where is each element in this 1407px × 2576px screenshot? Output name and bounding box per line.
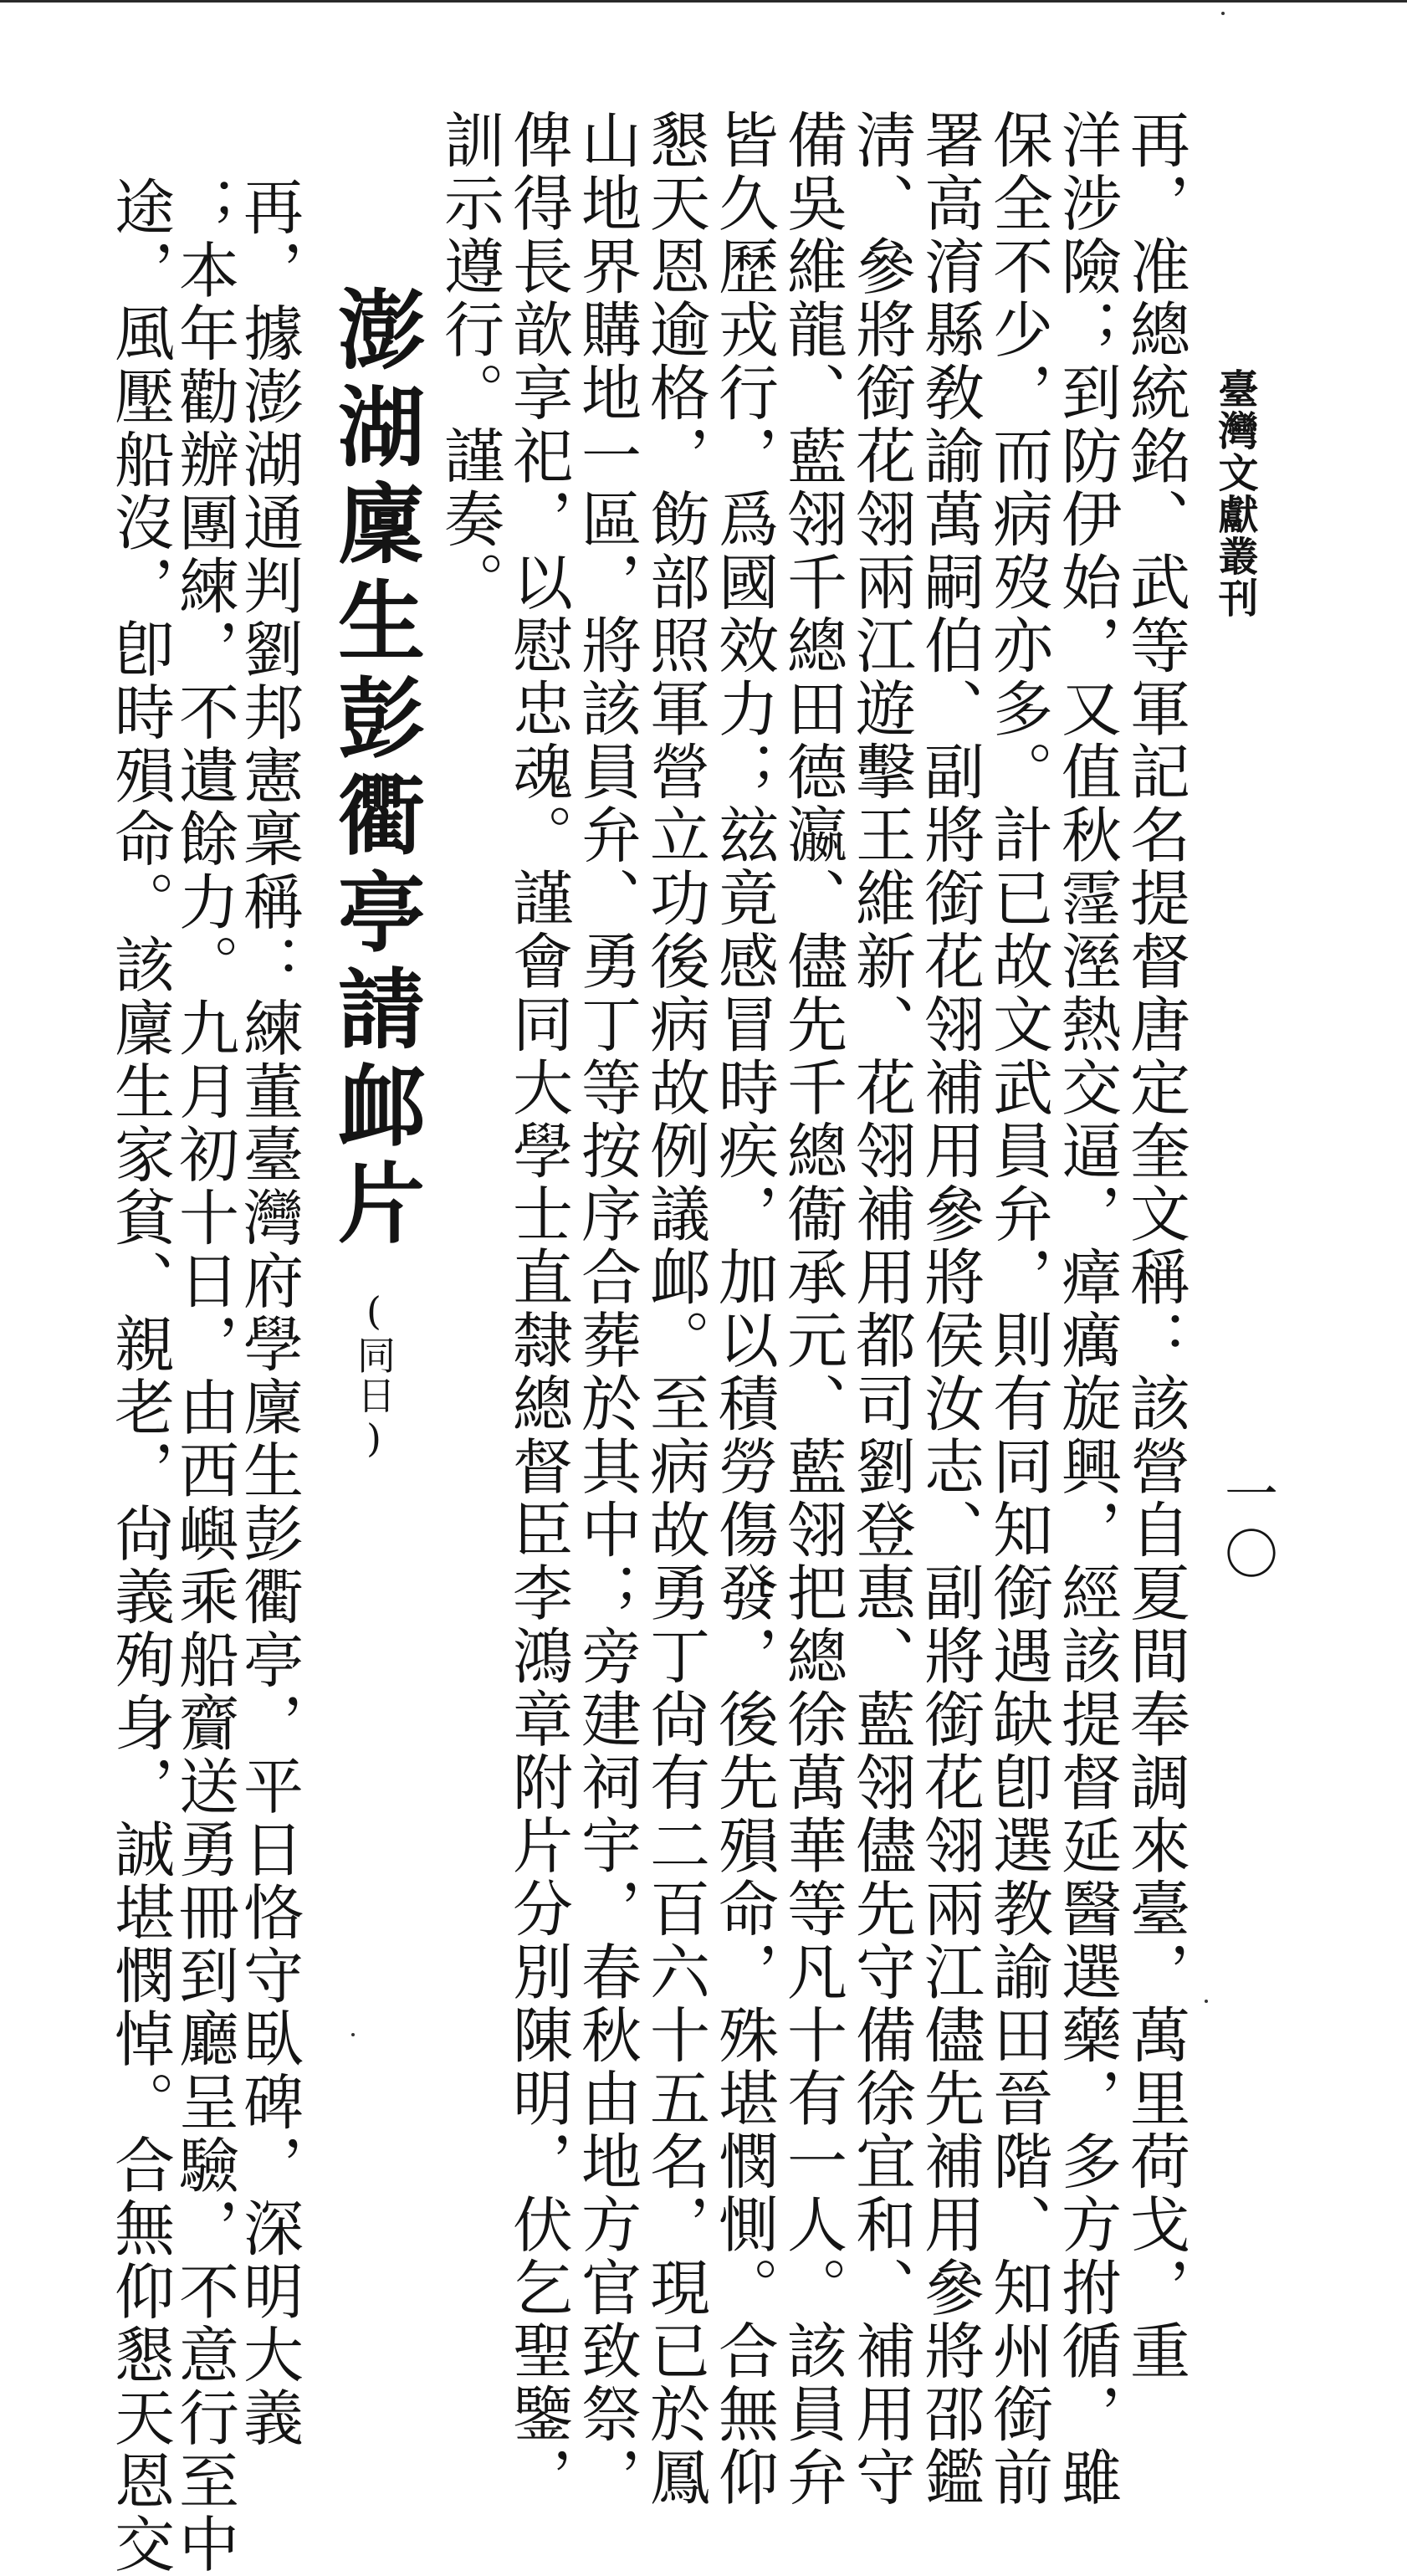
memorial-one-line-2: 洋涉險；到防伊始，又值秋霪溼熱交逼，瘴癘旋興，經該提督延醫選藥，多方拊循，雖 <box>1051 109 1122 2509</box>
scan-speck <box>1221 12 1225 15</box>
memorial-two-line-2: ；本年勸辦團練，不遺餘力。九月初十日，由西嶼乘船齎送勇冊到廳呈驗，不意行至中 <box>169 176 239 2576</box>
memorial-one-line-11: 訓示遵行。謹奏。 <box>434 109 504 614</box>
memorial-one-line-1: 再，准總統銘、武等軍記名提督唐定奎文稱：該營自夏間奉調來臺，萬里荷戈，重 <box>1120 109 1190 2383</box>
memorial-two-line-1: 再，據澎湖通判劉邦憲稟稱：練董臺灣府學廩生彭衢亭，平日恪守臥碑，深明大義 <box>233 176 304 2450</box>
memorial-one-line-6: 備吳維龍、藍翎千總田德瀛、儘先千總衞承元、藍翎把總徐萬華等凡十有一人。該員弁 <box>777 109 847 2509</box>
memorial-one-line-5: 淸、參將銜花翎兩江遊擊王維新、花翎補用都司劉登惠、藍翎儘先守備徐宜和、補用守 <box>846 109 916 2509</box>
page-top-border <box>0 0 1407 3</box>
memorial-one-line-4: 署高淯縣敎諭萬嗣伯、副將銜花翎補用參將侯汝志、副將銜花翎兩江儘先補用參將邵鑑 <box>914 109 985 2509</box>
memorial-two-date-note: (同日) <box>351 1288 397 1462</box>
memorial-one-line-7: 皆久歷戎行，爲國效力；玆竟感冒時疾，加以積勞傷發，後先殞命，殊堪憫惻。合無仰 <box>709 109 779 2509</box>
scan-speck <box>1205 2000 1208 2003</box>
memorial-one-line-9: 山地界購地一區，將該員弁、勇丁等按序合葬於其中；旁建祠宇，春秋由地方官致祭， <box>571 109 642 2509</box>
memorial-one-line-8: 懇天恩逾格，飭部照軍營立功後病故例議䘏。至病故勇丁尙有二百六十五名，現已於鳳 <box>640 109 710 2509</box>
page-number: 一〇 <box>1215 1466 1277 1586</box>
memorial-one-line-10: 俾得長歆享祀，以慰忠魂。謹會同大學士直隸總督臣李鴻章附片分別陳明，伏乞聖鑒， <box>503 109 573 2509</box>
memorial-two-line-3: 途，風壓船沒，卽時殞命。該廩生家貧、親老，尙義殉身，誠堪憫悼。合無仰懇天恩交 <box>105 176 175 2576</box>
scan-speck <box>351 2033 355 2036</box>
memorial-two-title: 澎湖廩生彭衢亭請䘏片 <box>323 284 426 1255</box>
memorial-one-line-3: 保全不少，而病歿亦多。計已故文武員弁，則有同知銜遇缺卽選教諭田晉階、知州銜前 <box>983 109 1053 2509</box>
memorial-two-heading <box>323 284 426 1462</box>
book-title: 臺灣文獻叢刊 <box>1211 368 1258 619</box>
